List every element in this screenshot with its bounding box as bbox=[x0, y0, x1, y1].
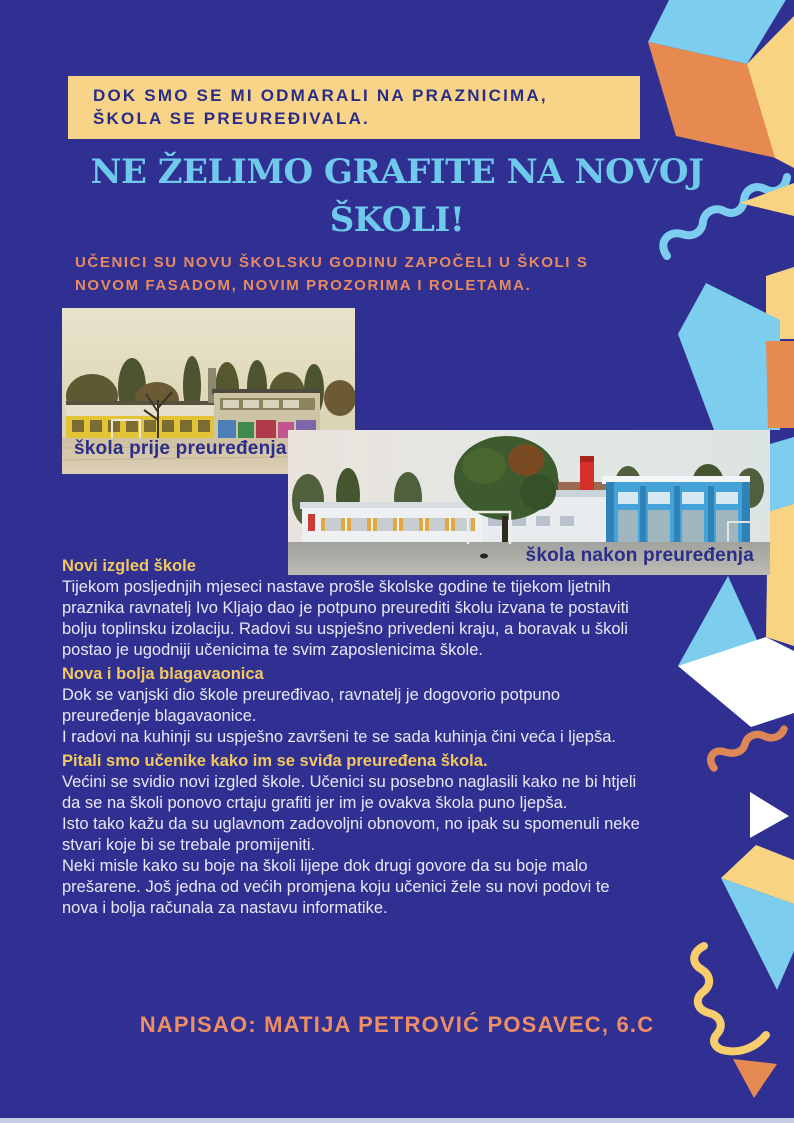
section-paragraph: Neki misle kako su boje na školi lijepe dok drugi govore da su boje malo prešarene. Još jedna od većih promjena koju učenici žele su novi podovi te nova i bolja računala za nastavu informatike. bbox=[62, 857, 610, 917]
banner-line-2: ŠKOLA SE PREUREĐIVALA. bbox=[93, 108, 370, 128]
subheading bbox=[75, 252, 588, 297]
triangle-white-icon bbox=[750, 792, 789, 838]
top-banner bbox=[68, 76, 640, 139]
squiggle-orange-icon bbox=[711, 729, 784, 768]
byline: NAPISAO: MATIJA PETROVIĆ POSAVEC, 6.C bbox=[139, 1012, 655, 1037]
section-paragraph: Tijekom posljednjih mjeseci nastave prošle školske godine te tijekom ljetnih praznika ravnatelj Ivo Kljajo dao je potpuno preurediti školu izvana te postaviti bolju toplinsku izolaciju. Radovi su uspješno privedeni kraju, a boravak u školi postao je ugodniji učenicima te svim zaposlenicima škole. bbox=[62, 578, 629, 659]
headline-line-1: NE ŽELIMO GRAFITE NA NOVOJ bbox=[90, 152, 704, 192]
article-body bbox=[62, 556, 642, 919]
photo-after-caption: škola nakon preuređenja bbox=[525, 545, 754, 566]
kite-shape-icon bbox=[721, 845, 794, 990]
section-paragraph: Dok se vanjski dio škole preuređivao, ravnatelj je dogovorio potpuno preuređenje blagavaonice. bbox=[62, 686, 561, 725]
photo-before-caption: škola prije preuređenja bbox=[74, 438, 287, 459]
section-heading-cafeteria: Nova i bolja blagavaonica bbox=[62, 665, 264, 683]
triangle-orange-bottom-icon bbox=[733, 1059, 777, 1098]
photo-after bbox=[288, 430, 770, 575]
section-heading-students-opinion: Pitali smo učenike kako im se sviđa preuređena škola. bbox=[62, 752, 488, 770]
section-paragraph: I radovi na kuhinji su uspješno završeni te se sada kuhinja čini veća i ljepša. bbox=[62, 728, 616, 746]
headline-line-2: ŠKOLI! bbox=[329, 200, 465, 240]
subheading-line-1: UČENICI SU NOVU ŠKOLSKU GODINU ZAPOČELI U ŠKOLI S bbox=[75, 254, 589, 271]
cube-top-right-icon bbox=[648, 0, 794, 168]
section-heading-new-look: Novi izgled škole bbox=[62, 557, 196, 575]
page-title bbox=[0, 148, 794, 244]
page-bottom-edge bbox=[0, 1118, 794, 1123]
section-paragraph: Većini se svidio novi izgled škole. Učenici su posebno naglasili kako ne bi htjeli da se na školi ponovo crtaju grafiti jer im je ovakva škola puno ljepša. bbox=[62, 773, 637, 812]
banner-line-1: DOK SMO SE MI ODMARALI NA PRAZNICIMA, bbox=[93, 85, 548, 105]
section-paragraph: Isto tako kažu da su uglavnom zadovoljni obnovom, no ipak su spomenuli neke stvari koje bi se trebale promijeniti. bbox=[62, 815, 640, 854]
subheading-line-2: NOVOM FASADOM, NOVIM PROZORIMA I ROLETAMA. bbox=[75, 276, 532, 294]
